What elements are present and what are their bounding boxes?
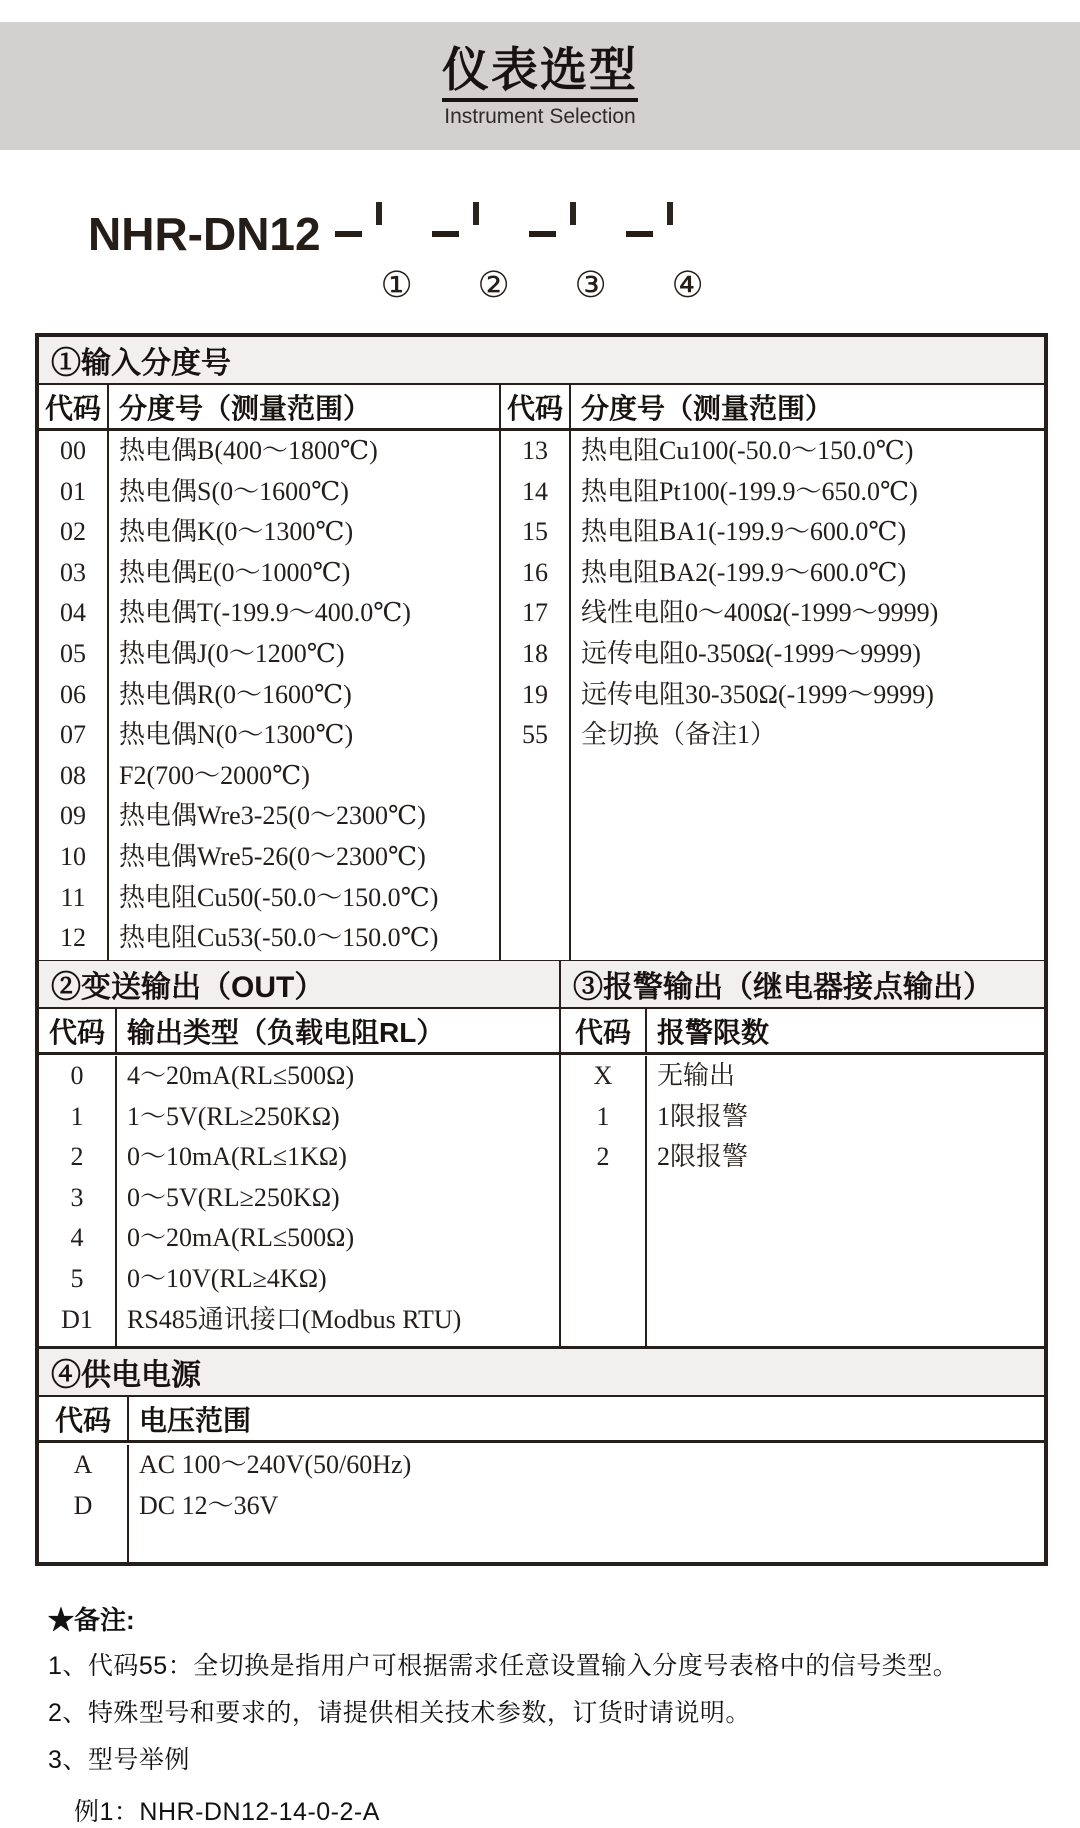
table-cell: 4 (70, 1223, 84, 1253)
table-cell: 08 (60, 760, 86, 790)
table-cell: 0～10mA(RL≤1KΩ) (127, 1142, 347, 1172)
table-cell: 热电偶E(0～1000℃) (119, 557, 351, 587)
table-cell: 热电阻Cu50(-50.0～150.0℃) (119, 882, 439, 912)
table-cell: 2限报警 (657, 1142, 749, 1172)
alarm-section (561, 961, 1044, 1346)
table-cell: 00 (60, 436, 86, 465)
alarm-column-headers (561, 1009, 1044, 1055)
position-label-3: ③ (574, 265, 607, 306)
table-cell: 线性电阻0～400Ω(-1999～9999) (581, 598, 939, 628)
column-header-desc: 分度号（测量范围） (581, 392, 834, 424)
code-box-2 (473, 202, 479, 225)
page-subtitle: Instrument Selection (444, 105, 636, 129)
selection-table (35, 333, 1048, 1566)
code-box-4 (667, 202, 673, 225)
column-header-desc: 输出类型（负载电阻RL） (127, 1016, 445, 1048)
model-code-slot-3 (570, 205, 612, 306)
input-right-desc-column (571, 431, 1044, 960)
output-desc-column (117, 1056, 559, 1346)
position-label-2: ② (477, 265, 510, 306)
section-header-power: ④供电电源 (39, 1349, 1044, 1397)
dash-separator (529, 231, 556, 237)
table-cell: 10 (60, 841, 86, 871)
title-band (0, 22, 1080, 150)
power-desc-column (129, 1445, 1044, 1562)
section-header-alarm: ③报警输出（继电器接点输出） (561, 961, 1044, 1009)
table-cell: 热电阻BA2(-199.9～600.0℃) (581, 557, 907, 587)
table-cell: 1限报警 (657, 1101, 749, 1131)
table-cell: 1 (70, 1101, 84, 1131)
input-right-code-column (501, 431, 571, 960)
table-cell: 16 (522, 557, 548, 587)
input-left-code-column (39, 431, 109, 960)
table-cell: 热电阻Cu100(-50.0～150.0℃) (581, 436, 914, 465)
model-example: 例1：NHR-DN12-14-0-2-A (74, 1798, 380, 1826)
model-code-slot-1 (376, 205, 418, 306)
remarks-section (48, 1600, 1040, 1828)
position-label-1: ① (380, 265, 413, 306)
table-cell: 热电偶B(400～1800℃) (119, 436, 378, 465)
table-cell: X (593, 1061, 613, 1090)
table-cell: 远传电阻30-350Ω(-1999～9999) (581, 679, 934, 709)
page-title: 仪表选型 (442, 43, 638, 102)
table-cell: RS485通讯接口(Modbus RTU) (127, 1304, 462, 1334)
table-cell: 0～10V(RL≥4KΩ) (127, 1263, 327, 1293)
table-cell: 热电偶J(0～1200℃) (119, 638, 345, 668)
input-table-body (39, 431, 1044, 960)
column-header-code: 代码 (39, 1397, 129, 1440)
table-cell: 04 (60, 598, 86, 628)
output-column-headers (39, 1009, 559, 1055)
table-cell: 全切换（备注1） (581, 720, 777, 750)
table-cell: 2 (70, 1142, 84, 1172)
column-header-desc: 分度号（测量范围） (109, 385, 501, 428)
table-cell: 55 (522, 720, 548, 750)
datasheet-page (0, 22, 1080, 1826)
alarm-code-column (561, 1056, 647, 1346)
power-section (39, 1346, 1044, 1562)
table-cell: 热电偶S(0～1600℃) (119, 476, 349, 506)
table-cell: 12 (60, 923, 86, 953)
output-section (39, 961, 561, 1346)
table-cell: 无输出 (657, 1061, 736, 1090)
table-cell: 热电偶Wre3-25(0～2300℃) (119, 801, 426, 831)
power-table-body (39, 1443, 1044, 1562)
table-cell: 01 (60, 476, 86, 506)
table-cell: 热电阻Cu53(-50.0～150.0℃) (119, 923, 439, 953)
column-header-code: 代码 (39, 385, 109, 428)
model-code-row (88, 205, 1080, 306)
power-column-headers (39, 1397, 1044, 1443)
table-cell: 03 (60, 557, 86, 587)
table-cell: 热电偶K(0～1300℃) (119, 517, 354, 547)
table-cell: A (73, 1450, 93, 1479)
model-prefix: NHR-DN12 (88, 208, 321, 260)
table-cell: 1 (596, 1101, 610, 1131)
alarm-desc-column (647, 1056, 1044, 1346)
table-cell: 2 (596, 1142, 610, 1172)
table-cell: 0 (70, 1061, 84, 1090)
table-cell: 远传电阻0-350Ω(-1999～9999) (581, 638, 921, 668)
remarks-list (48, 1651, 1040, 1775)
dash-separator (335, 231, 362, 237)
input-column-headers (39, 385, 1044, 431)
table-cell: 热电偶T(-199.9～400.0℃) (119, 598, 411, 628)
section-header-input: ①输入分度号 (39, 337, 1044, 385)
output-code-column (39, 1056, 117, 1346)
section-header-output: ②变送输出（OUT） (39, 961, 559, 1009)
table-cell: 热电阻Pt100(-199.9～650.0℃) (581, 476, 918, 506)
table-cell: AC 100～240V(50/60Hz) (139, 1450, 412, 1479)
code-box-1 (376, 202, 382, 225)
table-cell: 02 (60, 517, 86, 547)
table-cell: 09 (60, 801, 86, 831)
output-table-body (39, 1055, 559, 1346)
alarm-table-body (561, 1055, 1044, 1346)
table-cell: 13 (522, 436, 548, 465)
table-cell: 06 (60, 679, 86, 709)
table-cell: 07 (60, 720, 86, 750)
table-cell: 5 (70, 1263, 84, 1293)
remarks-title: ★备注: (48, 1605, 135, 1635)
table-cell: 19 (522, 679, 548, 709)
table-cell: 1～5V(RL≥250KΩ) (127, 1101, 340, 1131)
table-cell: 热电偶N(0～1300℃) (119, 720, 354, 750)
table-cell: 3 (70, 1182, 84, 1212)
note-line: 1、代码55：全切换是指用户可根据需求任意设置输入分度号表格中的信号类型。 (48, 1652, 959, 1680)
code-box-3 (570, 202, 576, 225)
table-cell: 11 (60, 882, 86, 912)
table-cell: 4～20mA(RL≤500Ω) (127, 1061, 355, 1090)
power-code-column (39, 1445, 129, 1562)
table-cell: 0～20mA(RL≤500Ω) (127, 1223, 355, 1253)
table-cell: 热电阻BA1(-199.9～600.0℃) (581, 517, 907, 547)
table-cell: 热电偶R(0～1600℃) (119, 679, 352, 709)
model-code-slot-2 (473, 205, 515, 306)
column-header-code: 代码 (501, 385, 571, 428)
table-cell: 0～5V(RL≥250KΩ) (127, 1182, 340, 1212)
table-cell: F2(700～2000℃) (119, 760, 310, 790)
column-header-code: 代码 (39, 1009, 117, 1052)
table-cell: D (73, 1490, 93, 1520)
input-left-desc-column (109, 431, 501, 960)
table-cell: 15 (522, 517, 548, 547)
output-alarm-sections (39, 960, 1044, 1346)
table-cell: 热电偶Wre5-26(0～2300℃) (119, 841, 426, 871)
table-cell: D1 (61, 1304, 93, 1334)
column-header-code: 代码 (561, 1009, 647, 1052)
table-cell: 05 (60, 638, 86, 668)
table-cell: 18 (522, 638, 548, 668)
model-code-slot-4 (667, 205, 709, 306)
table-cell: 14 (522, 476, 548, 506)
column-header-desc: 电压范围 (139, 1404, 252, 1436)
dash-separator (626, 231, 653, 237)
table-cell: 17 (522, 598, 548, 628)
dash-separator (432, 231, 459, 237)
note-line: 2、特殊型号和要求的，请提供相关技术参数，订货时请说明。 (48, 1699, 751, 1727)
column-header-desc: 报警限数 (657, 1016, 770, 1048)
note-line: 3、型号举例 (48, 1746, 190, 1774)
table-cell: DC 12～36V (139, 1490, 279, 1520)
position-label-4: ④ (671, 265, 704, 306)
